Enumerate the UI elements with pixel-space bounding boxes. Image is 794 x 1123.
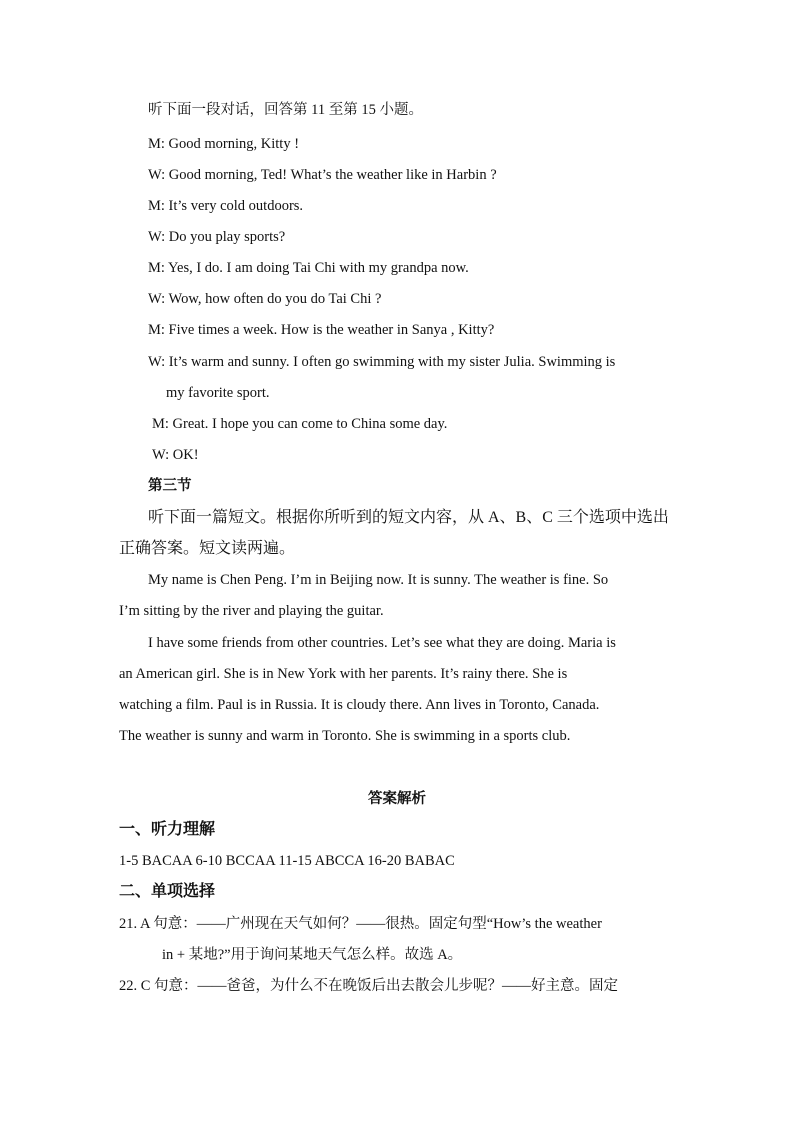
passage-line: I’m sitting by the river and playing the guitar. <box>119 603 384 619</box>
passage-line: an American girl. She is in New York with her parents. It’s rainy there. She is <box>119 666 568 682</box>
answer-explanation-continued: in + 某地?”用于询问某地天气怎么样。故选 A。 <box>162 947 463 963</box>
dialogue-line: M: It’s very cold outdoors. <box>148 198 304 214</box>
dialogue-line: M: Great. I hope you can come to China some day. <box>152 416 448 432</box>
dialogue-line: M: Good morning, Kitty ! <box>148 136 300 152</box>
answers-title: 答案解析 <box>368 791 426 807</box>
passage-line: The weather is sunny and warm in Toronto. She is swimming in a sports club. <box>119 728 571 744</box>
part1-heading: 一、听力理解 <box>119 821 216 838</box>
dialogue-line: W: Do you play sports? <box>148 229 286 245</box>
answer-explanation: 22. C 句意：——爸爸，为什么不在晚饭后出去散会儿步呢？——好主意。固定 <box>119 978 619 994</box>
dialogue-line: W: Wow, how often do you do Tai Chi ? <box>148 291 382 307</box>
dialogue-line: W: OK! <box>152 447 199 463</box>
answer-explanation: 21. A 句意：——广州现在天气如何？——很热。固定句型“How’s the weather <box>119 916 602 932</box>
instruction-line: 正确答案。短文读两遍。 <box>119 540 296 557</box>
passage-line: watching a film. Paul is in Russia. It is cloudy there. Ann lives in Toronto, Canada. <box>119 697 600 713</box>
dialogue-line: W: It’s warm and sunny. I often go swimming with my sister Julia. Swimming is <box>148 354 616 370</box>
part2-heading: 二、单项选择 <box>119 883 216 900</box>
passage-line: My name is Chen Peng. I’m in Beijing now. It is sunny. The weather is fine. So <box>148 572 609 588</box>
dialogue-line: W: Good morning, Ted! What’s the weather like in Harbin ? <box>148 167 497 183</box>
passage-line: I have some friends from other countries. Let’s see what they are doing. Maria is <box>148 635 616 651</box>
instruction-line: 听下面一篇短文。根据你所听到的短文内容，从 A、B、C 三个选项中选出 <box>148 509 669 526</box>
part1-answers: 1-5 BACAA 6-10 BCCAA 11-15 ABCCA 16-20 BABAC <box>119 853 455 869</box>
section-heading: 第三节 <box>148 478 192 494</box>
dialogue-line: M: Five times a week. How is the weather in Sanya , Kitty? <box>148 322 495 338</box>
dialogue-line: M: Yes, I do. I am doing Tai Chi with my grandpa now. <box>148 260 469 276</box>
dialogue-line-continued: my favorite sport. <box>166 385 270 401</box>
dialogue-intro: 听下面一段对话，回答第 11 至第 15 小题。 <box>148 102 423 118</box>
